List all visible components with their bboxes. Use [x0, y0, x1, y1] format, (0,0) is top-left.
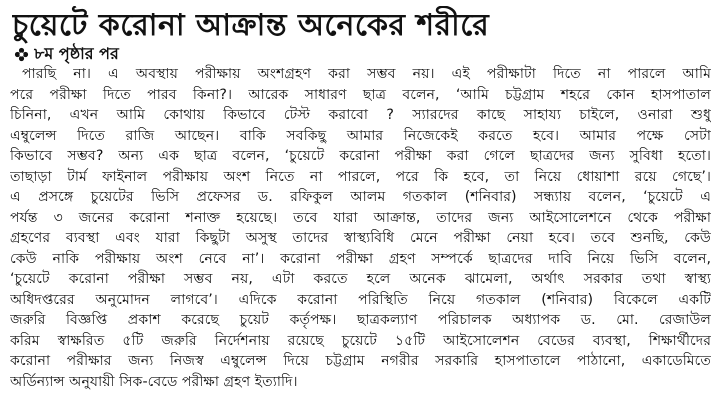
- body-line: অর্ডিন্যান্স অনুযায়ী সিক-বেডে পরীক্ষা গ্রহণ ইত্যাদি।: [10, 373, 298, 390]
- body-line: পারছি না। এ অবস্থায় পরীক্ষায় অংশগ্রহণ করা সম্ভব নয়। এই পরীক্ষাটা দিতে না পারলে আমি: [22, 66, 711, 82]
- body-line: এ প্রসঙ্গে চুয়েটের ভিসি প্রফেসর ড. রফিকুল আলম গতকাল (শনিবার) সন্ধ্যায় বলেন, ‘চুয়েটে এ: [10, 189, 711, 205]
- headline: চুয়েটে করোনা আক্রান্ত অনেকের শরীরে: [12, 8, 490, 43]
- continued-from-text: ৮ম পৃষ্ঠার পর: [34, 44, 119, 63]
- body-line: করিম স্বাক্ষরিত ৫টি জরুরি নির্দেশনায় রয়েছে চুয়েটে ১৫টি আইসোলেশন বেডের ব্যবস্থা, শিক্ষার্থীদের: [10, 332, 711, 349]
- body-line: জরুরি বিজ্ঞপ্তি প্রকাশ করেছে চুয়েট কর্তৃপক্ষ। ছাত্রকল্যাণ পরিচালক অধ্যাপক ড. মো. রেজাউল: [10, 312, 711, 328]
- body-line: পর্যন্ত ৩ জনের করোনা শনাক্ত হয়েছে। তবে যারা আক্রান্ত, তাদের জন্য আইসোলেশনে থেকে পরীক্ষা: [10, 209, 711, 226]
- continued-from-marker: [14, 44, 711, 64]
- body-line: গ্রহণের ব্যবস্থা এবং যারা কিছুটা অসুস্থ তাদের স্বাস্থ্যবিধি মেনে পরীক্ষা নেয়া হবে। তবে শুনছি, কেউ: [10, 230, 711, 246]
- body-line: অধিদপ্তরের অনুমোদন লাগবে’। এদিকে করোনা পরিস্থিতি নিয়ে গতকাল (শনিবার) বিকেলে একটি: [10, 291, 711, 308]
- body-line: কিভাবে সম্ভব? অন্য এক ছাত্র বলেন, ‘চুয়েটে করোনা পরীক্ষা করা গেলে ছাত্রদের জন্য সুবিধা হতো।: [10, 148, 711, 164]
- flower-bullet-icon: [14, 47, 29, 62]
- body-line: করোনা পরীক্ষার জন্য নিজস্ব এম্বুলেন্স দিয়ে চট্টগ্রাম নগরীর সরকারি হাসপাতালে পাঠানো, একাডেমিতে: [10, 353, 711, 369]
- body-line: ‘চুয়েটে করোনা পরীক্ষা সম্ভব নয়, এটা করতে হলে অনেক ঝামেলা, অর্থাৎ সরকার তথা স্বাস্থ্য: [10, 271, 711, 287]
- article-body: [10, 64, 711, 392]
- body-line: তাছাড়া টার্ম ফাইনাল পরীক্ষায় অংশ নিতে না পারলে, পরে কি হবে, তা নিয়ে ধোয়াশা রয়ে গেছে’।: [10, 168, 711, 185]
- body-line: পরে পরীক্ষা দিতে পারব কিনা?। আরেক সাধারণ ছাত্র বলেন, ‘আমি চট্টগ্রাম শহরে কোন হাসপাতাল: [10, 86, 711, 103]
- body-line: কেউ নাকি পরীক্ষায় অংশ নেবে না’। করোনা পরীক্ষা গ্রহণ সম্পর্কে ছাত্রদের দাবি নিয়ে ভিসি বলেন,: [10, 250, 711, 267]
- body-line: চিনিনা, এখন আমি কোথায় কিভাবে টেস্ট করাবো ? স্যারদের কাছে সাহায্য চাইলে, ওনারা শুধু: [10, 107, 711, 123]
- body-line: এম্বুলেন্স দিতে রাজি আছেন। বাকি সবকিছু আমার নিজেকেই করতে হবে। আমার পক্ষে সেটা: [10, 127, 711, 144]
